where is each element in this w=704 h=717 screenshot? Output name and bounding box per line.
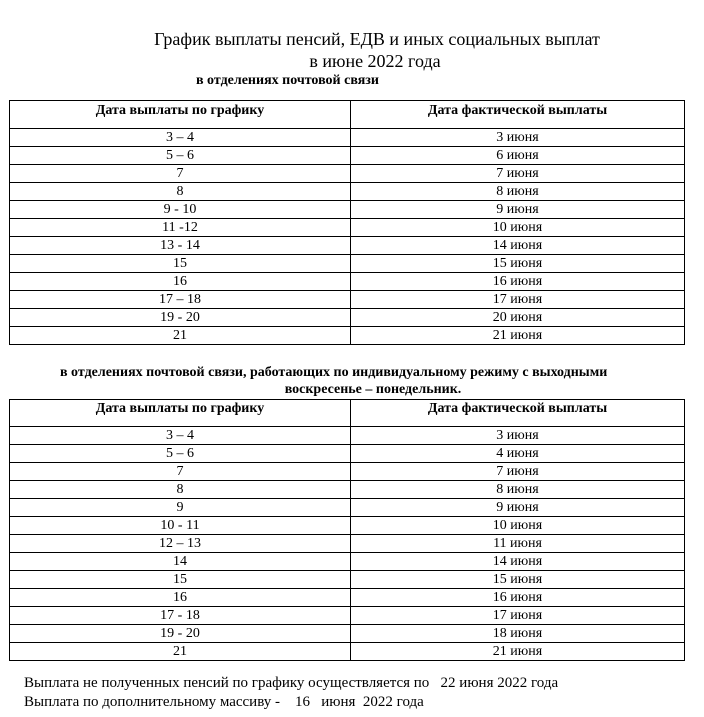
table-header-row <box>10 101 685 129</box>
table-row <box>10 517 685 535</box>
actual-date-cell: 6 июня <box>351 147 685 165</box>
actual-date-cell: 10 июня <box>351 517 685 535</box>
table-row <box>10 219 685 237</box>
actual-date-cell: 21 июня <box>351 643 685 661</box>
actual-date-cell: 14 июня <box>351 553 685 571</box>
table-row <box>10 535 685 553</box>
scheduled-date-cell: 14 <box>10 553 351 571</box>
scheduled-date-cell: 15 <box>10 255 351 273</box>
scheduled-date-cell: 3 – 4 <box>10 427 351 445</box>
scheduled-date-cell: 8 <box>10 183 351 201</box>
table-row <box>10 237 685 255</box>
actual-date-cell: 17 июня <box>351 607 685 625</box>
scheduled-date-cell: 8 <box>10 481 351 499</box>
scheduled-date-cell: 12 – 13 <box>10 535 351 553</box>
actual-date-cell: 15 июня <box>351 571 685 589</box>
actual-date-cell: 8 июня <box>351 183 685 201</box>
table-row <box>10 327 685 345</box>
actual-date-cell: 9 июня <box>351 499 685 517</box>
actual-date-cell: 20 июня <box>351 309 685 327</box>
table-header-row <box>10 400 685 427</box>
scheduled-date-cell: 19 - 20 <box>10 309 351 327</box>
scheduled-date-cell: 5 – 6 <box>10 445 351 463</box>
schedule-table-individual-mode <box>9 399 685 661</box>
scheduled-date-cell: 21 <box>10 643 351 661</box>
actual-date-cell: 14 июня <box>351 237 685 255</box>
footer-note-unreceived-pensions: Выплата не полученных пенсий по графику осуществляется по 22 июня 2022 года <box>24 675 559 691</box>
table-row <box>10 463 685 481</box>
scheduled-date-cell: 5 – 6 <box>10 147 351 165</box>
table-row <box>10 309 685 327</box>
page-title: График выплаты пенсий, ЕДВ и иных социальных выплат <box>154 29 600 49</box>
table-row <box>10 183 685 201</box>
actual-date-cell: 11 июня <box>351 535 685 553</box>
actual-date-cell: 8 июня <box>351 481 685 499</box>
scheduled-date-cell: 9 <box>10 499 351 517</box>
scheduled-date-cell: 16 <box>10 589 351 607</box>
table-row <box>10 147 685 165</box>
actual-date-cell: 16 июня <box>351 273 685 291</box>
actual-date-cell: 17 июня <box>351 291 685 309</box>
table-row <box>10 129 685 147</box>
table-body <box>10 129 685 345</box>
column-header-actual-date: Дата фактической выплаты <box>351 400 685 427</box>
scheduled-date-cell: 3 – 4 <box>10 129 351 147</box>
actual-date-cell: 18 июня <box>351 625 685 643</box>
actual-date-cell: 7 июня <box>351 463 685 481</box>
section2-heading-continued: воскресенье – понедельник. <box>284 382 462 397</box>
actual-date-cell: 16 июня <box>351 589 685 607</box>
actual-date-cell: 3 июня <box>351 427 685 445</box>
scheduled-date-cell: 13 - 14 <box>10 237 351 255</box>
actual-date-cell: 4 июня <box>351 445 685 463</box>
actual-date-cell: 9 июня <box>351 201 685 219</box>
table-row <box>10 625 685 643</box>
table-row <box>10 201 685 219</box>
scheduled-date-cell: 7 <box>10 165 351 183</box>
table-row <box>10 273 685 291</box>
table-row <box>10 445 685 463</box>
actual-date-cell: 21 июня <box>351 327 685 345</box>
scheduled-date-cell: 7 <box>10 463 351 481</box>
page-subtitle-month: в июне 2022 года <box>309 51 441 71</box>
scheduled-date-cell: 9 - 10 <box>10 201 351 219</box>
table-row <box>10 165 685 183</box>
actual-date-cell: 10 июня <box>351 219 685 237</box>
actual-date-cell: 15 июня <box>351 255 685 273</box>
scheduled-date-cell: 15 <box>10 571 351 589</box>
scheduled-date-cell: 21 <box>10 327 351 345</box>
table-row <box>10 589 685 607</box>
scheduled-date-cell: 19 - 20 <box>10 625 351 643</box>
actual-date-cell: 7 июня <box>351 165 685 183</box>
scheduled-date-cell: 11 -12 <box>10 219 351 237</box>
section2-heading: в отделениях почтовой связи, работающих по индивидуальному режиму с выходными <box>60 365 608 380</box>
table-row <box>10 643 685 661</box>
footer-note-additional-array: Выплата по дополнительному массиву - 16 июня 2022 года <box>24 694 424 710</box>
table-row <box>10 255 685 273</box>
scheduled-date-cell: 17 – 18 <box>10 291 351 309</box>
table-row <box>10 553 685 571</box>
section1-heading: в отделениях почтовой связи <box>196 73 379 88</box>
column-header-actual-date: Дата фактической выплаты <box>351 101 685 129</box>
table-row <box>10 427 685 445</box>
actual-date-cell: 3 июня <box>351 129 685 147</box>
scheduled-date-cell: 17 - 18 <box>10 607 351 625</box>
column-header-scheduled-date: Дата выплаты по графику <box>10 101 351 129</box>
table-body <box>10 427 685 661</box>
table-row <box>10 607 685 625</box>
scheduled-date-cell: 10 - 11 <box>10 517 351 535</box>
table-row <box>10 291 685 309</box>
column-header-scheduled-date: Дата выплаты по графику <box>10 400 351 427</box>
table-row <box>10 499 685 517</box>
scheduled-date-cell: 16 <box>10 273 351 291</box>
table-row <box>10 571 685 589</box>
table-row <box>10 481 685 499</box>
schedule-table-post-offices <box>9 100 685 345</box>
